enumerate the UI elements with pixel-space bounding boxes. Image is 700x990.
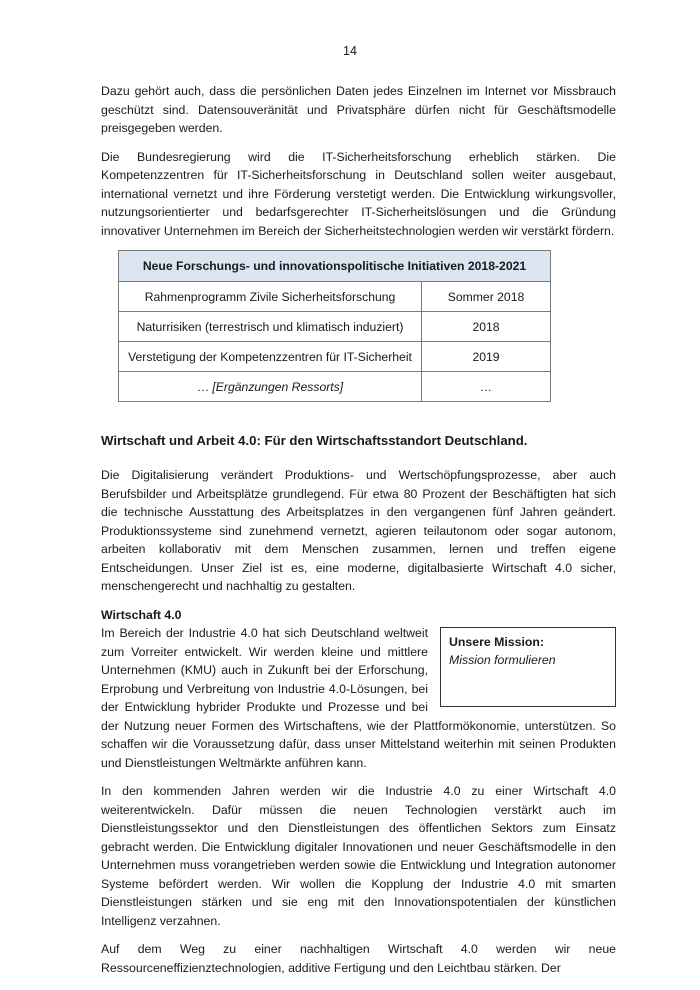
paragraph-digitalisation: Die Digitalisierung verändert Produktions- und Wertschöpfungsprozesse, aber auch Berufsbilder und Arbeitsplätze grundlegend. Für etwa 80 Prozent der Beschäftigten hat sich die technische Ausstattung des Arbeitsplatzes in den vergangenen fünf Jahren geändert. Produktionssysteme sind zunehmend vernetzt, agieren teilautonom oder sogar autonom, arbeiten kollaborativ mit dem Menschen zusammen, lernen und treffen eigene Entscheidungen. Unser Ziel ist es, eine moderne, digitalbasierte Wirtschaft 4.0 sicher, menschengerecht und nachhaltig zu gestalten. xyxy=(101,468,616,593)
page-number: 14 xyxy=(343,44,357,58)
table-cell-date: 2019 xyxy=(422,342,551,372)
table-row xyxy=(119,312,551,342)
table-cell-initiative: Naturrisiken (terrestrisch und klimatisch induziert) xyxy=(119,312,422,342)
mission-title: Unsere Mission: xyxy=(449,635,544,649)
paragraph-sustainable-economy: Auf dem Weg zu einer nachhaltigen Wirtschaft 4.0 werden wir neue Ressourceneffizienztechnologien, additive Fertigung und den Leichtbau stärken. Der xyxy=(101,942,616,975)
table-cell-placeholder xyxy=(119,372,422,402)
initiatives-table xyxy=(118,250,551,402)
placeholder-text: [Ergänzungen Ressorts] xyxy=(212,379,344,394)
table-cell-date: Sommer 2018 xyxy=(422,282,551,312)
table-cell-initiative: Verstetigung der Kompetenzzentren für IT-Sicherheit xyxy=(119,342,422,372)
paragraph-data-protection: Dazu gehört auch, dass die persönlichen Daten jedes Einzelnen im Internet vor Missbrauch geschützt sind. Datensouveränität und Privatsphäre dürfen nicht für Geschäftsmodelle preisgegeben werden. xyxy=(101,84,616,135)
table-header: Neue Forschungs- und innovationspolitische Initiativen 2018-2021 xyxy=(119,251,551,282)
table-cell-date: 2018 xyxy=(422,312,551,342)
section-heading: Wirtschaft und Arbeit 4.0: Für den Wirtschaftsstandort Deutschland. xyxy=(101,433,528,448)
placeholder-ellipsis: … xyxy=(196,379,213,394)
document-body xyxy=(101,82,616,987)
table-row xyxy=(119,282,551,312)
paragraph-it-security-research: Die Bundesregierung wird die IT-Sicherheitsforschung erheblich stärken. Die Kompetenzzentren für IT-Sicherheitsforschung in Deutschland sollen weiter ausgebaut, international vernetzt und ihre Förderung verstetigt werden. Die Entwicklung wirkungsvoller, nutzungsorientierter und bedarfsgerechter IT-Sicherheitslösungen und die Gründung innovativer Unternehmen im Bereich der Sicherheitstechnologien werden wir verstärkt fördern. xyxy=(101,149,616,238)
table-row xyxy=(119,342,551,372)
paragraph-industry-40: Im Bereich der Industrie 4.0 hat sich Deutschland weltweit zum Vorreiter entwickelt. Wir werden kleine und mittlere Unternehmen (KMU) auch in Zukunft bei der Erforschung, Erprobung und Verbreitung von Industrie 4.0-Lösungen, bei der Entwicklung hybrider Produkte und Prozesse und bei der Nutzung neuer Formen des Wirtschaftens, wie der Plattformökonomie, unterstützen. So schaffen wir die Voraussetzung dafür, dass unser Mittelstand weiterhin mit seinen Produkten und Dienstleistungen Weltmärkte anführen kann. xyxy=(101,626,616,770)
subsection-heading: Wirtschaft 4.0 xyxy=(101,607,182,622)
mission-box xyxy=(440,627,616,707)
paragraph-economy-40: In den kommenden Jahren werden wir die Industrie 4.0 zu einer Wirtschaft 4.0 weiterentwickeln. Dafür müssen die neuen Technologien verstärkt auch im Dienstleistungssektor und den Dienstleistungen des öffentlichen Sektors zum Einsatz gebracht werden. Die Entwicklung digitaler Innovationen und neuer Geschäftsmodelle in den Unternehmen muss vorangetrieben werden sowie die Entwicklung und Integration autonomer Systeme befördert werden. Wir wollen die Kopplung der Industrie 4.0 mit smarten Dienstleistungen stärken und sie eng mit den Innovationspotentialen der künstlichen Intelligenz verzahnen. xyxy=(101,784,616,928)
table-row xyxy=(119,372,551,402)
table-cell-initiative: Rahmenprogramm Zivile Sicherheitsforschung xyxy=(119,282,422,312)
table-cell-date: … xyxy=(422,372,551,402)
mission-text: Mission formulieren xyxy=(449,653,556,667)
